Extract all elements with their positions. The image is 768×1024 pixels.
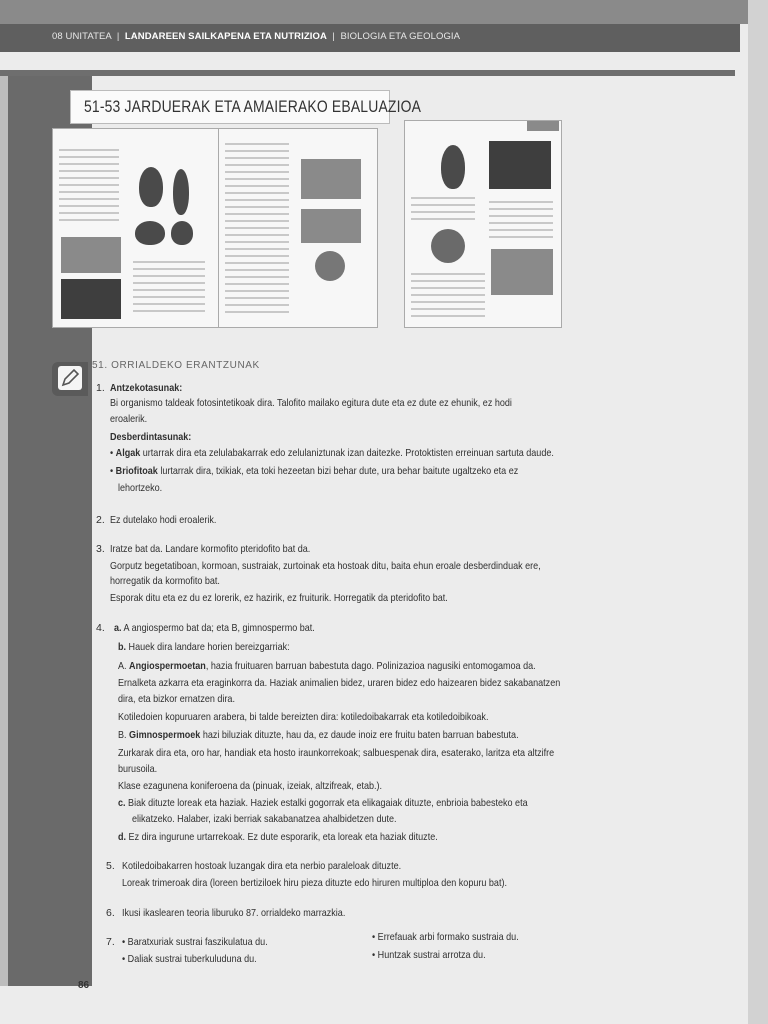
answer-4-gimno <box>118 729 519 742</box>
item-letter: a. <box>114 622 122 634</box>
item-letter: d. <box>118 831 127 843</box>
top-strip <box>0 0 768 24</box>
answer-4-line: Kotiledoien kopuruaren arabera, bi talde bereizten dira: kotiledoibakarrak eta kotiledoibikoak. <box>118 711 489 723</box>
page-thumbnail-left <box>52 128 220 328</box>
answer-number-3: 3. <box>96 543 105 555</box>
plant-icon <box>441 145 465 189</box>
section-label: 51. ORRIALDEKO ERANTZUNAK <box>92 360 260 371</box>
answer-number-4: 4. <box>96 622 105 634</box>
moss-photo <box>489 141 551 189</box>
chart-image <box>491 249 553 295</box>
item-text: , hazia fruituaren barruan babestuta dago. Polinizazioa nagusiki entomogamoa da. <box>205 660 536 672</box>
answer-4-line: Klase ezagunena koniferoena da (pinuak, izeiak, altzifreak, etab.). <box>118 780 383 792</box>
answer-4c <box>118 797 528 810</box>
item-prefix: A. <box>118 660 130 672</box>
answer-2-text: Ez dutelako hodi eroalerik. <box>110 514 217 526</box>
top-rule <box>0 70 735 76</box>
answer-5-line: Kotiledoibakarren hostoak luzangak dira eta nerbio paraleloak dituzte. <box>122 860 402 872</box>
answer-3-line: Iratze bat da. Landare kormofito pteridofito bat da. <box>110 543 311 555</box>
item-letter: b. <box>118 641 127 653</box>
answer-1-bullet: • Briofitoak lurtarrak dira, txikiak, eta toki hezeetan bizi behar dute, ura behar baitute ugaltzeko eta ez <box>110 465 519 477</box>
answer-5-line: Loreak trimeroak dira (loreen bertizilоek hiru pieza dituzte edo hiruren multiploa den kopuru bat). <box>122 877 507 889</box>
bold-term: Angiospermoetan <box>129 660 206 672</box>
page-title: 51-53 JARDUERAK ETA AMAIERAKO EBALUAZIOA <box>84 97 422 116</box>
page-number: 86 <box>78 980 90 991</box>
subject-label: BIOLOGIA ETA GEOLOGIA <box>340 31 461 42</box>
maple-leaf-icon <box>171 221 193 245</box>
answer-7-item: • Errefauak arbi formako sustraia du. <box>372 931 519 943</box>
bold-term: Gimnospermoek <box>129 729 201 741</box>
item-text: Biak dituzte loreak eta haziak. Haziek estalki gogorrak eta elikagaiak dituzte, enbrioia babesteko eta <box>128 797 528 809</box>
answer-1-line: eroalerik. <box>110 413 148 425</box>
leaf-photo <box>61 237 121 273</box>
answer-number-5: 5. <box>106 860 115 872</box>
pencil-icon <box>58 366 82 390</box>
bold-term: Algak <box>115 447 141 459</box>
answer-3-line: Esporak ditu eta ez du ez lorerik, ez hazirik, ez fruiturik. Horregatik da pteridofito bat. <box>110 592 448 604</box>
bullet-text: urtarrak dira eta zelulabakarrak edo zelulaniztunak izan daitezke. Protoktisten erreinuan sartuta daude. <box>140 447 554 459</box>
round-leaf-icon <box>135 221 165 245</box>
cell-diagram-icon <box>315 251 345 281</box>
graph-image <box>301 209 361 243</box>
answer-1-label: Antzekotasunak: <box>110 382 183 394</box>
answer-1-line: lehortzeko. <box>118 482 163 494</box>
page-thumbnail-center <box>218 128 378 328</box>
answer-4-line: Zurkarak dira eta, oro har, handiak eta hosto iraunkorrekoak; salbuespenak dira, esaterako, laritza eta altzifre <box>118 747 555 759</box>
answer-4d <box>118 831 438 844</box>
answer-4-line: dira, eta bizkor ernatzen dira. <box>118 693 235 705</box>
unit-label: 08 UNITATEA <box>52 31 112 42</box>
answer-4-line: Ernalketa azkarra eta eraginkorra da. Haziak animalien bidez, uraren bidez edo haizearen bidez sakabanatzen <box>118 677 561 689</box>
bold-term: Briofitoak <box>115 465 158 477</box>
fruit-photo <box>61 279 121 319</box>
item-text: Hauek dira landare horien bereizgarriak: <box>128 641 290 653</box>
answer-6-text: Ikusi ikaslearen teoria liburuko 87. orrialdeko marrazkia. <box>122 907 346 919</box>
answer-number-6: 6. <box>106 907 115 919</box>
sidebar-edge <box>0 76 8 986</box>
answer-7-item: • Baratxuriak sustrai faszikulatua du. <box>122 936 268 948</box>
item-text: Ez dira ingurune urtarrekoak. Ez dute esporarik, eta loreak eta haziak dituzte. <box>128 831 438 843</box>
running-header: 08 UNITATEA | LANDAREEN SAILKAPENA ETA NUTRIZIOA | BIOLOGIA ETA GEOLOGIA <box>52 31 461 42</box>
oak-leaf-icon <box>139 167 163 207</box>
item-text: A angiospermo bat da; eta B, gimnospermo bat. <box>123 622 315 634</box>
answer-number-2: 2. <box>96 514 105 526</box>
page-tab <box>527 121 559 131</box>
answer-number-7: 7. <box>106 936 115 948</box>
diagram-image <box>301 159 361 199</box>
answer-7-item: • Daliak sustrai tuberkuluduna du. <box>122 953 257 965</box>
pollen-icon <box>431 229 465 263</box>
chapter-label: LANDAREEN SAILKAPENA ETA NUTRIZIOA <box>124 31 327 42</box>
answer-4-line: elikatzeko. Halaber, izaki berriak sakabanatzea ahalbidetzen dute. <box>132 813 397 825</box>
item-prefix: B. <box>118 729 130 741</box>
item-letter: c. <box>118 797 126 809</box>
answer-3-line: Gorputz begetatiboan, kormoan, sustraiak, zurtoinak eta hostoak ditu, baita ehun eroale desberdinduak ere, <box>110 560 541 572</box>
item-text: hazi biluziak dituzte, hau da, ez daude inoiz ere fruitu baten barruan babestuta. <box>200 729 519 741</box>
answer-4b <box>118 641 290 654</box>
answer-4-angio <box>118 660 536 673</box>
page-edge <box>748 0 768 1024</box>
answer-4a <box>114 622 315 635</box>
answer-7-item: • Huntzak sustrai arrotza du. <box>372 949 486 961</box>
acacia-leaf-icon <box>173 169 189 215</box>
answer-4-line: burusoila. <box>118 763 158 775</box>
bullet-text: lurtarrak dira, txikiak, eta toki hezeetan bizi behar dute, ura behar baitute ugaltzeko eta ez <box>157 465 519 477</box>
answer-3-line: horregatik da kormofito bat. <box>110 575 220 587</box>
answer-1-label: Desberdintasunak: <box>110 431 192 443</box>
answer-1-bullet: • Algak urtarrak dira eta zelulabakarrak edo zelulaniztunak izan daitezke. Protoktisten erreinuan sartuta daude. <box>110 447 554 459</box>
page-thumbnail-right <box>404 120 562 328</box>
answer-number-1: 1. <box>96 382 105 394</box>
answer-1-line: Bi organismo taldeak fotosintetikoak dira. Talofito mailako egitura dute eta ez dute ez ehunik, ez hodi <box>110 397 512 409</box>
